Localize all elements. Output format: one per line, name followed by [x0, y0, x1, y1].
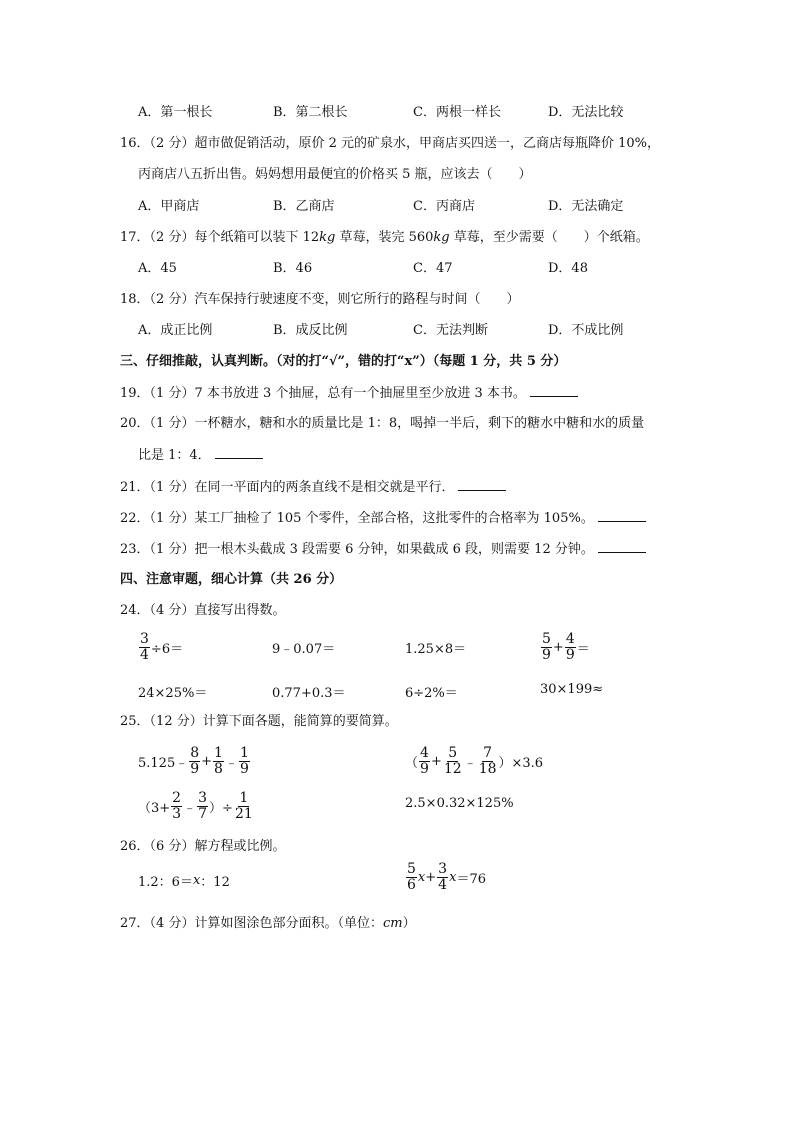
q25-expr-3: （3+ $\frac{2}{3}$ ﹣ $\frac{3}{7}$ ）÷ $\frac{1}{21}$	[138, 790, 253, 822]
q24-expr-e: 24×25%＝	[138, 686, 208, 701]
q16-option-d: D．无法确定	[548, 199, 624, 214]
answer-blank[interactable]	[598, 540, 646, 553]
q25-expr-4: 2.5×0.32×125%	[405, 796, 514, 811]
answer-blank[interactable]	[458, 478, 506, 491]
answer-blank[interactable]	[530, 384, 578, 397]
q24-title: 24．（4 分）直接写出得数。	[120, 603, 286, 618]
section-3-heading: 三、仔细推敲，认真判断。（对的打“√”，错的打“x”）（每题 1 分，共 5 分）	[120, 354, 567, 369]
q16-option-c: C．丙商店	[413, 199, 475, 214]
q16-option-a: A．甲商店	[138, 199, 200, 214]
q26-eq-2: $\frac{5}{6}$ x + $\frac{3}{4}$ x ＝76	[407, 861, 486, 893]
q24-expr-b: 9﹣0.07＝	[272, 642, 336, 657]
q17-option-c: C．47	[413, 261, 453, 276]
q24-expr-h: 30×199≈	[540, 682, 604, 697]
q27-stem: 27．（4 分）计算如图涂色部分面积。（单位：cm）	[120, 916, 416, 931]
q16-stem-line2: 丙商店八五折出售。妈妈想用最便宜的价格买 5 瓶，应该去（ ）	[138, 167, 532, 182]
q16-option-b: B．乙商店	[273, 199, 335, 214]
q15-option-d: D．无法比较	[548, 105, 624, 120]
q20-stem-line2: 比是 1：4．	[138, 446, 263, 465]
q18-stem: 18．（2 分）汽车保持行驶速度不变，则它所行的路程与时间（ ）	[120, 292, 520, 307]
q15-option-a: A．第一根长	[138, 105, 213, 120]
q19-stem: 19．（1 分）7 本书放进 3 个抽屉，总有一个抽屉里至少放进 3 本书。	[120, 384, 578, 403]
q24-expr-a: $\frac{3}{4}$ ÷6＝	[140, 631, 184, 663]
q26-title: 26．（6 分）解方程或比例。	[120, 839, 286, 854]
q22-stem: 22．（1 分）某工厂抽检了 105 个零件，全部合格，这批零件的合格率为 105%。	[120, 509, 646, 528]
q18-option-c: C．无法判断	[413, 323, 488, 338]
q24-expr-d: $\frac{5}{9}$ + $\frac{4}{9}$ ＝	[542, 631, 590, 663]
q16-stem-line1: 16．（2 分）超市做促销活动，原价 2 元的矿泉水，甲商店买四送一，乙商店每瓶降价 10%，	[120, 136, 661, 151]
q17-option-b: B．46	[273, 261, 313, 276]
q25-expr-1: 5.125﹣ $\frac{8}{9}$ + $\frac{1}{8}$ ﹣ $\frac{1}{9}$	[138, 745, 249, 777]
q24-expr-c: 1.25×8＝	[405, 642, 467, 657]
q20-stem-line1: 20．（1 分）一杯糖水，糖和水的质量比是 1：8，喝掉一半后，剩下的糖水中糖和水的质量	[120, 416, 645, 431]
q17-stem: 17．（2 分）每个纸箱可以装下 12kg 草莓，装完 560kg 草莓，至少需要（ ）个纸箱。	[120, 230, 649, 245]
q17-option-a: A．45	[138, 261, 177, 276]
section-4-heading: 四、注意审题，细心计算（共 26 分）	[120, 572, 343, 587]
q21-stem: 21．（1 分）在同一平面内的两条直线不是相交就是平行．	[120, 478, 506, 497]
answer-blank[interactable]	[215, 446, 263, 459]
q15-option-c: C．两根一样长	[413, 105, 501, 120]
q24-expr-g: 6÷2%＝	[405, 686, 458, 701]
q26-eq-1: 1.2：6＝ x ：12	[138, 873, 230, 890]
q17-option-d: D．48	[548, 261, 588, 276]
q25-title: 25．（12 分）计算下面各题，能简算的要简算。	[120, 714, 398, 729]
answer-blank[interactable]	[598, 509, 646, 522]
q18-option-a: A．成正比例	[138, 323, 213, 338]
q18-option-d: D．不成比例	[548, 323, 624, 338]
q18-option-b: B．成反比例	[273, 323, 348, 338]
q23-stem: 23．（1 分）把一根木头截成 3 段需要 6 分钟，如果截成 6 段，则需要 12 分钟。	[120, 540, 646, 559]
q15-option-b: B．第二根长	[273, 105, 348, 120]
q25-expr-2: （ $\frac{4}{9}$ + $\frac{5}{12}$ ﹣ $\frac{7}{18}$ ）×3.6	[405, 745, 544, 777]
q24-expr-f: 0.77+0.3＝	[272, 686, 346, 701]
